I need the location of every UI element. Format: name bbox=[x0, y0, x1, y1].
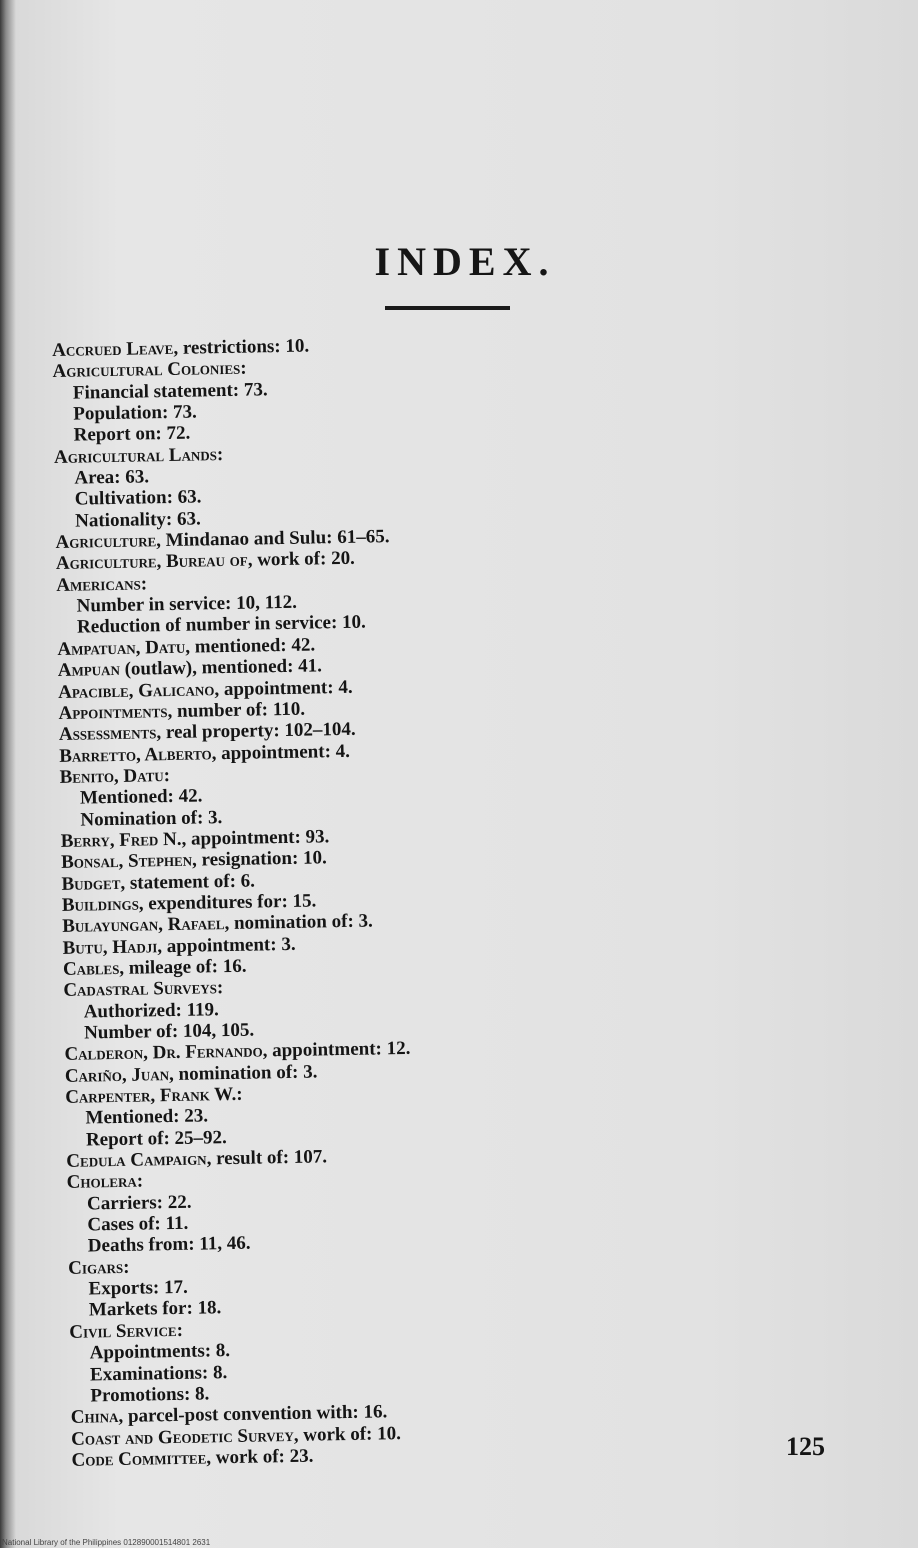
entry-text: real property: 102–104. bbox=[160, 718, 356, 744]
entry-text: Mindanao and Sulu: 61–65. bbox=[160, 526, 390, 552]
entry-text: Mentioned: 23. bbox=[85, 1105, 209, 1129]
entry-heading: Cables, bbox=[62, 957, 125, 980]
page-number: 125 bbox=[786, 1432, 825, 1461]
entry-text: statement of: 6. bbox=[124, 870, 256, 894]
entry-heading: Appointments, bbox=[58, 700, 173, 724]
entry-heading: Cariño, Juan, bbox=[64, 1063, 174, 1087]
entry-text: Cases of: 11. bbox=[87, 1212, 189, 1236]
entry-text: Reduction of number in service: 10. bbox=[76, 612, 367, 639]
entry-heading: Assessments, bbox=[58, 722, 162, 746]
entry-heading: Agricultural Lands: bbox=[53, 443, 224, 468]
entry-text: Nomination of: 3. bbox=[80, 806, 223, 831]
entry-text: Number of: 104, 105. bbox=[83, 1019, 255, 1044]
entry-heading: Berry, Fred N., bbox=[60, 828, 187, 852]
entry-text: Authorized: 119. bbox=[83, 998, 219, 1023]
entry-heading: Cedula Campaign, bbox=[66, 1148, 212, 1172]
entry-heading: Agricultural Colonies: bbox=[52, 357, 247, 383]
entry-heading: Benito, Datu: bbox=[59, 764, 171, 788]
entry-text: Appointments: 8. bbox=[89, 1340, 231, 1364]
entry-text: appointment: 4. bbox=[218, 676, 353, 700]
entry-heading: Bulayungan, Rafael, bbox=[62, 913, 230, 938]
page-title: INDEX. bbox=[374, 239, 556, 284]
entry-text: result of: 107. bbox=[211, 1146, 328, 1170]
entry-heading: Code Committee, bbox=[71, 1447, 212, 1471]
entry-heading: Agriculture, bbox=[55, 530, 162, 554]
entry-heading: Cadastral Surveys: bbox=[63, 977, 224, 1002]
entry-text: mentioned: 42. bbox=[189, 634, 316, 658]
entry-text: Cultivation: 63. bbox=[74, 486, 202, 511]
entry-text: Markets for: 18. bbox=[88, 1297, 222, 1321]
entry-text: number of: 110. bbox=[172, 698, 306, 722]
entry-text: Number in service: 10, 112. bbox=[76, 591, 298, 617]
entry-text: Deaths from: 11, 46. bbox=[87, 1233, 251, 1257]
entry-text: restrictions: 10. bbox=[177, 335, 310, 359]
entry-text: (outlaw), mentioned: 41. bbox=[119, 655, 323, 681]
entry-text: appointment: 3. bbox=[161, 933, 296, 957]
entry-heading: Barretto, Alberto, bbox=[59, 742, 217, 767]
entry-text: work of: 10. bbox=[298, 1422, 402, 1446]
scan-footer: National Library of the Philippines 012890001514801 2631 bbox=[2, 1538, 211, 1547]
entry-text: appointment: 4. bbox=[216, 740, 351, 764]
title-rule bbox=[385, 306, 510, 310]
entry-text: Exports: 17. bbox=[88, 1276, 188, 1300]
entry-text: work of: 23. bbox=[210, 1445, 314, 1469]
entry-heading: China, bbox=[70, 1406, 124, 1429]
entry-text: work of: 20. bbox=[252, 548, 356, 571]
entry-heading: Americans: bbox=[56, 573, 148, 596]
index-list bbox=[52, 329, 692, 1471]
entry-text: Population: 73. bbox=[73, 401, 197, 425]
entry-heading: Buildings, bbox=[61, 893, 144, 916]
entry-heading: Budget, bbox=[61, 872, 126, 895]
entry-text: appointment: 12. bbox=[267, 1038, 411, 1062]
entry-text: Report of: 25–92. bbox=[85, 1126, 228, 1151]
entry-heading: Apacible, Galicano, bbox=[57, 678, 220, 703]
entry-heading: Coast and Geodetic Survey, bbox=[70, 1424, 299, 1450]
entry-text: Nationality: 63. bbox=[74, 508, 201, 532]
entry-text: Mentioned: 42. bbox=[79, 785, 203, 809]
entry-text: nomination of: 3. bbox=[229, 910, 374, 935]
entry-text: Examinations: 8. bbox=[89, 1361, 228, 1385]
entry-heading: Cholera: bbox=[66, 1170, 144, 1194]
entry-heading: Civil Service: bbox=[69, 1319, 184, 1343]
entry-text: resignation: 10. bbox=[196, 847, 328, 871]
entry-heading: Ampuan bbox=[57, 659, 121, 682]
entry-heading: Ampatuan, Datu, bbox=[57, 636, 191, 660]
entry-text: Carriers: 22. bbox=[86, 1191, 192, 1215]
entry-text: Area: 63. bbox=[74, 466, 150, 489]
entry-heading: Cigars: bbox=[68, 1256, 130, 1279]
entry-text: Financial statement: 73. bbox=[72, 378, 268, 404]
entry-heading: Carpenter, Frank W.: bbox=[65, 1083, 243, 1108]
entry-text: Report on: 72. bbox=[73, 422, 191, 447]
entry-text: mileage of: 16. bbox=[123, 955, 247, 979]
entry-text: parcel-post convention with: 16. bbox=[123, 1401, 388, 1428]
entry-text: appointment: 93. bbox=[186, 826, 330, 850]
entry-text: expenditures for: 15. bbox=[143, 890, 317, 915]
entry-heading: Butu, Hadji, bbox=[62, 935, 163, 959]
entry-heading: Accrued Leave, bbox=[52, 337, 179, 361]
entry-heading: Calderon, Dr. Fernando, bbox=[64, 1040, 268, 1066]
entry-text: Promotions: 8. bbox=[90, 1383, 210, 1407]
entry-heading: Bonsal, Stephen, bbox=[60, 849, 198, 874]
entry-text: nomination of: 3. bbox=[173, 1061, 318, 1085]
entry-heading: Agriculture, Bureau of, bbox=[55, 549, 253, 575]
